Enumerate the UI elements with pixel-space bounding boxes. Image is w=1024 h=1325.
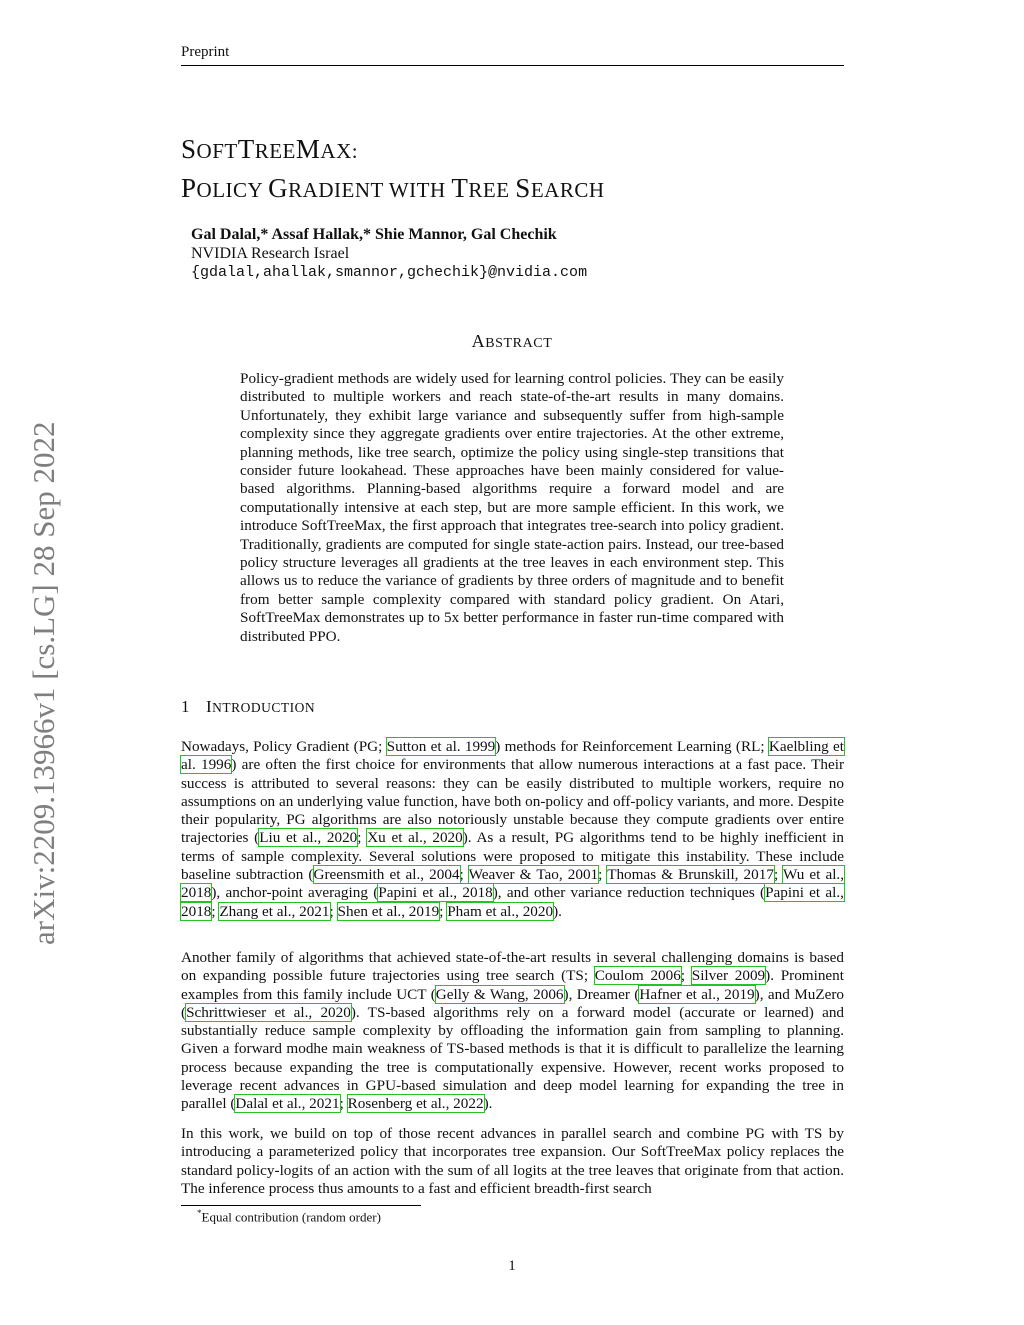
page-number: 1 [508,1258,516,1274]
citation-link[interactable]: Kaelbling et al. 1996 [181,738,844,774]
title-line-1: SOFTTREEMAX: [181,134,359,164]
paper-title [181,131,844,209]
citation-link[interactable]: Hafner et al., 2019 [639,985,755,1003]
running-header: Preprint [181,44,230,60]
author-emails: {gdalal,ahallak,smannor,gchechik}@nvidia.com [191,264,588,281]
footnote-mark: * [197,1208,202,1218]
arxiv-identifier-stamp: arXiv:2209.13966v1 [cs.LG] 28 Sep 2022 [26,421,61,945]
citation-link[interactable]: Wu et al., 2018 [181,866,845,902]
intro-paragraph-3: In this work, we build on top of those recent advances in parallel search and combine PG with TS by introducing a parameterized policy that incorporates tree expansion. Our SoftTreeMax policy replaces the standard policy-logits of an action with the sum of all logits at the tree leaves that originate from that action. The inference process thus amounts to a fast and efficient breadth-first search [181,1125,844,1197]
citation-link[interactable]: Rosenberg et al., 2022 [347,1095,484,1113]
citation-link[interactable]: Zhang et al., 2021 [219,902,330,920]
title-line-2: POLICY GRADIENT WITH TREE SEARCH [181,173,605,203]
header-rule [181,65,844,66]
citation-link[interactable]: Shen et al., 2019 [337,902,440,920]
abstract-heading: ABSTRACT [471,331,553,351]
citation-link[interactable]: Liu et al., 2020 [259,829,358,847]
citation-link[interactable]: Sutton et al. 1999 [386,738,496,755]
author-list: Gal Dalal,* Assaf Hallak,* Shie Mannor, Gal Chechik [191,226,557,243]
citation-link[interactable]: Papini et al., 2018 [181,884,844,920]
section-heading-introduction: 1 INTRODUCTION [181,697,316,716]
section-number: 1 [181,697,190,716]
citation-link[interactable]: Silver 2009 [691,967,766,985]
citation-link[interactable]: Papini et al., 2018 [378,884,493,902]
footnote: *Equal contribution (random order) [197,1208,381,1225]
citation-link[interactable]: Weaver & Tao, 2001 [468,866,599,884]
citation-link[interactable]: Gelly & Wang, 2006 [435,985,564,1003]
citation-link[interactable]: Greensmith et al., 2004 [313,866,460,884]
affiliation: NVIDIA Research Israel [191,245,350,262]
citation-link[interactable]: Dalal et al., 2021 [235,1095,340,1113]
citation-link[interactable]: Coulom 2006 [594,967,681,985]
citation-link[interactable]: Thomas & Brunskill, 2017 [607,866,774,884]
footnote-rule [181,1205,421,1206]
citation-link[interactable]: Xu et al., 2020 [367,829,463,847]
abstract-body: Policy-gradient methods are widely used for learning control policies. They can be easily distributed to multiple workers and reach state-of-the-art results in many domains. Unfortunately, they exhibit large variance and subsequently suffer from high-sample complexity since they aggregate gradients over entire trajectories. At the other extreme, planning methods, like tree search, optimize the policy using single-step transitions that consider future lookahead. These approaches have been mainly considered for value-based algorithms. Planning-based algorithms require a forward model and are computationally intensive at each step, but are more sample efficient. In this work, we introduce SoftTreeMax, the first approach that integrates tree-search into policy gradient. Traditionally, gradients are computed for single state-action pairs. Instead, our tree-based policy structure leverages all gradients at the tree leaves in each environment step. This allows us to reduce the variance of gradients by three orders of magnitude and to benefit from better sample complexity compared with standard policy gradient. On Atari, SoftTreeMax demonstrates up to 5x better performance in faster run-time compared with distributed PPO. [240,370,784,645]
citation-link[interactable]: Pham et al., 2020 [447,902,554,920]
intro-paragraph-2: Another family of algorithms that achieved state-of-the-art results in several challenging domains is based on expanding possible future trajectories using tree search (TS; Coulom 2006; Silver 2009). Prominent examples from this family include UCT (Gelly & Wang, 2006), Dreamer (Hafner et al., 2019), and MuZero (Schrittwieser et al., 2020). TS-based algorithms rely on a forward model (accurate or learned) and substantially reduce sample complexity by offloading the information gain from sampling to planning. Given a forward modhe main weakness of TS-based methods is that it is difficult to parallelize the learning process because expanding the tree is computationally expensive. However, recent works proposed to leverage recent advances in GPU-based simulation and deep model learning for expanding the tree in parallel (Dalal et al., 2021; Rosenberg et al., 2022). [181,949,845,1113]
citation-link[interactable]: Schrittwieser et al., 2020 [186,1003,351,1021]
intro-paragraph-1: Nowadays, Policy Gradient (PG; Sutton et al. 1999) methods for Reinforcement Learning (RL; Kaelbling et al. 1996) are often the first choice for environments that allow numerous interactions at a fast pace. Their success is attributed to several reasons: they can be easily distributed to multiple workers, require no assumptions on an underlying value function, have both on-policy and off-policy variants, and more. Despite their popularity, PG algorithms are also notoriously unstable because they compute gradients over entire trajectories (Liu et al., 2020; Xu et al., 2020). As a result, PG algorithms tend to be highly inefficient in terms of sample complexity. Several solutions were proposed to mitigate this instability. These include baseline subtraction (Greensmith et al., 2004; Weaver & Tao, 2001; Thomas & Brunskill, 2017; Wu et al., 2018), anchor-point averaging (Papini et al., 2018), and other variance reduction techniques (Papini et al., 2018; Zhang et al., 2021; Shen et al., 2019; Pham et al., 2020). [181,738,845,920]
